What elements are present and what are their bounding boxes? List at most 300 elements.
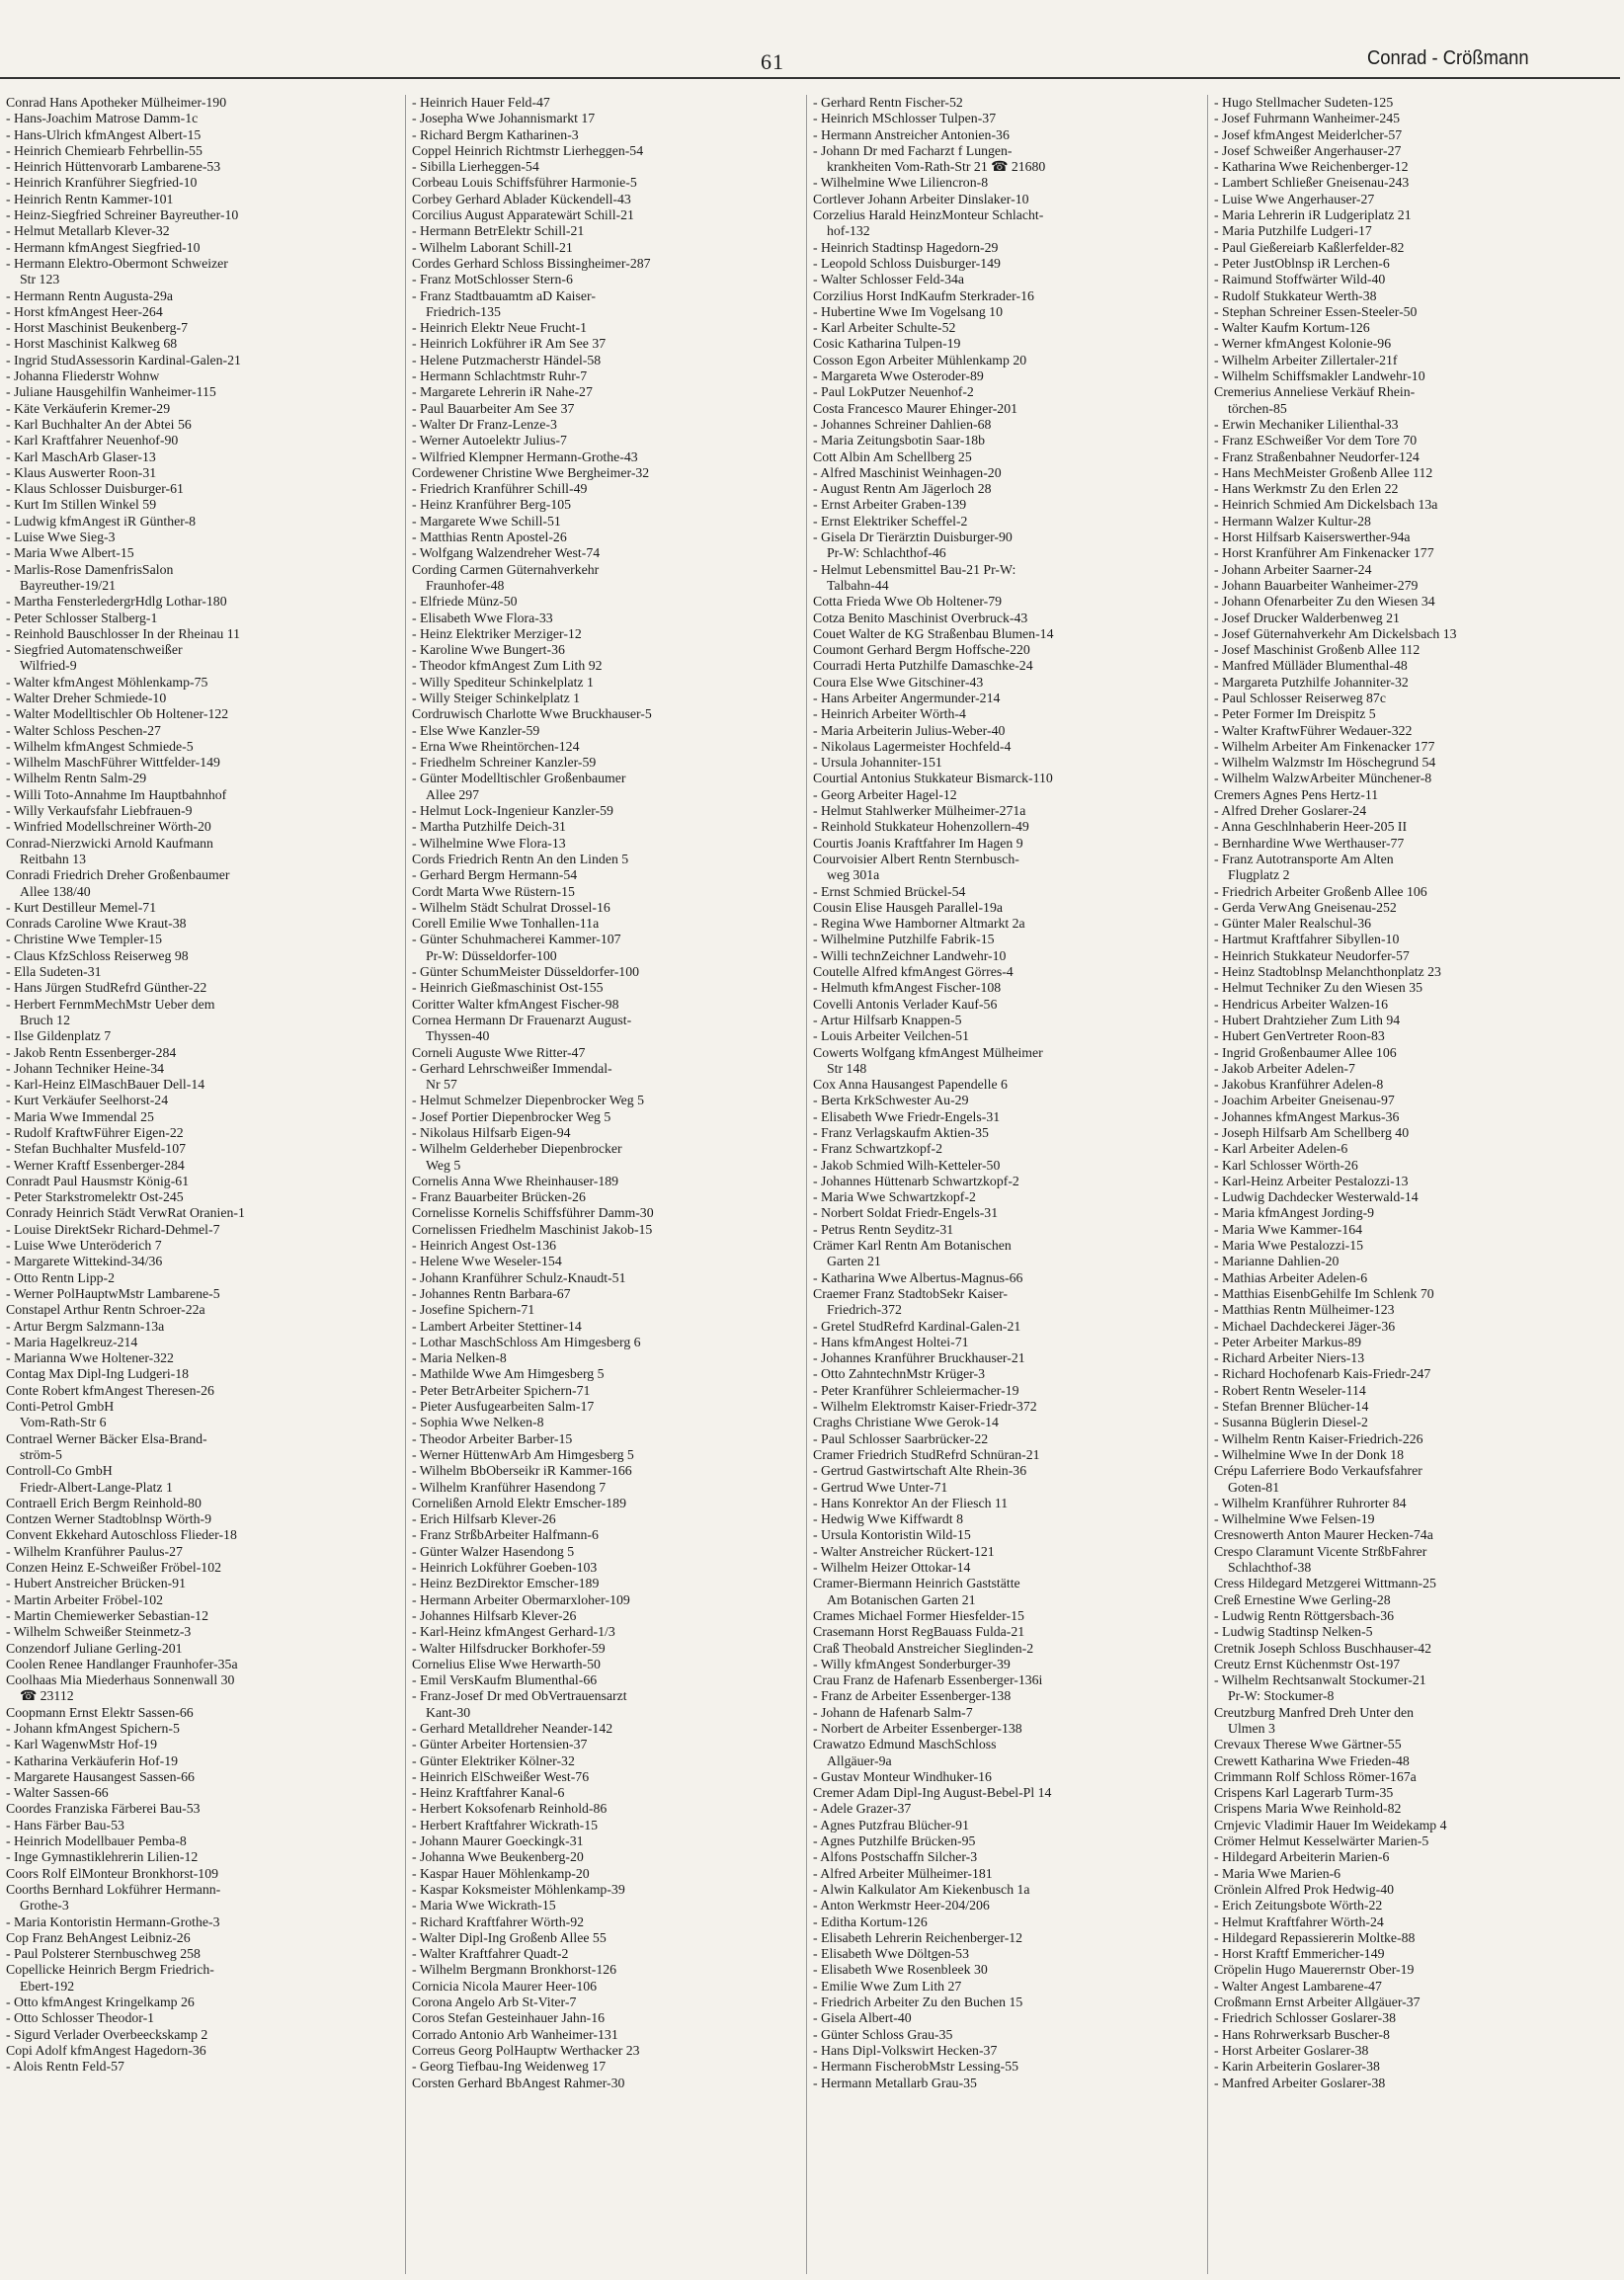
directory-entry: - Ilse Gildenplatz 7 xyxy=(6,1028,112,1044)
directory-entry: - Herbert Koksofenarb Reinhold-86 xyxy=(412,1801,608,1817)
directory-entry: - Luise Wwe Sieg-3 xyxy=(6,529,116,545)
directory-entry: Crépu Laferriere Bodo Verkaufsfahrer xyxy=(1214,1463,1422,1479)
directory-entry: - Günter Walzer Hasendong 5 xyxy=(412,1543,575,1559)
directory-entry-continuation: ☎ 23112 xyxy=(20,1688,74,1704)
directory-entry: - Erwin Mechaniker Lilienthal-33 xyxy=(1214,416,1399,432)
directory-entry: - Maria Wwe Schwartzkopf-2 xyxy=(813,1189,976,1205)
directory-entry: - Horst Maschinist Beukenberg-7 xyxy=(6,320,189,336)
directory-entry: - Norbert Soldat Friedr-Engels-31 xyxy=(813,1205,999,1221)
directory-entry: - Katharina Wwe Albertus-Magnus-66 xyxy=(813,1269,1023,1285)
directory-entry: - Maria Wwe Marien-6 xyxy=(1214,1865,1341,1881)
directory-entry: - Heinrich Lokführer iR Am See 37 xyxy=(412,336,607,352)
directory-entry: - Erich Zeitungsbote Wörth-22 xyxy=(1214,1898,1383,1914)
directory-entry: - Winfried Modellschreiner Wörth-20 xyxy=(6,819,211,835)
directory-entry: Conrads Caroline Wwe Kraut-38 xyxy=(6,916,187,932)
directory-entry: - Heinz-Siegfried Schreiner Bayreuther-10 xyxy=(6,207,239,223)
directory-entry: - Bernhardine Wwe Werthauser-77 xyxy=(1214,835,1405,851)
directory-entry: - Heinz Elektriker Merziger-12 xyxy=(412,625,582,641)
directory-entry: - Maria Wwe Albert-15 xyxy=(6,545,134,561)
directory-entry: - Heinrich ElSchweißer West-76 xyxy=(412,1768,590,1784)
directory-entry: - Johannes Hüttenarb Schwartzkopf-2 xyxy=(813,1173,1019,1188)
directory-entry: - Margareta Wwe Osteroder-89 xyxy=(813,368,984,384)
directory-entry: - Richard Bergm Katharinen-3 xyxy=(412,126,579,142)
directory-entry: - Ingrid StudAssessorin Kardinal-Galen-21 xyxy=(6,352,241,367)
directory-entry: - Martin Chemiewerker Sebastian-12 xyxy=(6,1607,208,1623)
directory-entry: Contrael Werner Bäcker Elsa-Brand- xyxy=(6,1430,207,1446)
directory-entry: - Heinz Kranführer Berg-105 xyxy=(412,497,572,513)
directory-entry: - Wilhelm MaschFührer Wittfelder-149 xyxy=(6,755,220,771)
directory-entry: - Michael Dachdeckerei Jäger-36 xyxy=(1214,1318,1396,1334)
directory-entry: - Karl-Heinz Arbeiter Pestalozzi-13 xyxy=(1214,1173,1409,1188)
directory-entry: - Agnes Putzhilfe Brücken-95 xyxy=(813,1833,976,1849)
directory-entry-continuation: weg 301a xyxy=(827,867,880,883)
directory-entry: - Karin Arbeiterin Goslarer-38 xyxy=(1214,2059,1380,2075)
directory-entry: - Hermann Anstreicher Antonien-36 xyxy=(813,126,1010,142)
directory-entry-continuation: Bruch 12 xyxy=(20,1012,70,1027)
directory-entry: - Regina Wwe Hamborner Altmarkt 2a xyxy=(813,916,1025,932)
directory-entry: - Otto Rentn Lipp-2 xyxy=(6,1269,115,1285)
directory-entry: - Paul Bauarbeiter Am See 37 xyxy=(412,400,575,416)
directory-entry: - Johann Ofenarbeiter Zu den Wiesen 34 xyxy=(1214,594,1435,610)
directory-entry: - Margarete Hausangest Sassen-66 xyxy=(6,1768,195,1784)
directory-entry: - Horst Hilfsarb Kaiserswerther-94a xyxy=(1214,529,1411,545)
directory-entry: - Wilhelm Schiffsmakler Landwehr-10 xyxy=(1214,368,1425,384)
directory-entry: - Ella Sudeten-31 xyxy=(6,964,102,980)
directory-entry-continuation: Thyssen-40 xyxy=(426,1028,490,1044)
directory-entry: - Franz Straßenbahner Neudorfer-124 xyxy=(1214,448,1420,464)
directory-entry: - Franz MotSchlosser Stern-6 xyxy=(412,272,573,287)
directory-entry: - Peter Kranführer Schleiermacher-19 xyxy=(813,1382,1019,1398)
directory-entry-continuation: Wilfried-9 xyxy=(20,658,77,674)
directory-entry-continuation: Friedrich-135 xyxy=(426,303,501,319)
directory-entry: - Walter KraftwFührer Wedauer-322 xyxy=(1214,722,1413,738)
directory-entry: - Georg Arbeiter Hagel-12 xyxy=(813,786,957,802)
directory-entry: - Lambert Schließer Gneisenau-243 xyxy=(1214,175,1410,191)
directory-entry: - Ludwig Dachdecker Westerwald-14 xyxy=(1214,1189,1419,1205)
directory-entry: - Ernst Elektriker Scheffel-2 xyxy=(813,513,968,529)
directory-entry: - Heinrich Angest Ost-136 xyxy=(412,1238,556,1254)
directory-entry: - Werner PolHauptwMstr Lambarene-5 xyxy=(6,1285,220,1301)
directory-entry: - Horst Kranführer Am Finkenacker 177 xyxy=(1214,545,1434,561)
directory-entry: - Hans-Ulrich kfmAngest Albert-15 xyxy=(6,126,202,142)
directory-entry: - Walter Kaufm Kortum-126 xyxy=(1214,320,1370,336)
directory-entry: - Erna Wwe Rheintörchen-124 xyxy=(412,738,580,754)
directory-entry: - Hans Konrektor An der Fliesch 11 xyxy=(813,1495,1009,1510)
directory-entry: - Walter Schloss Peschen-27 xyxy=(6,722,161,738)
directory-entry: - Berta KrkSchwester Au-29 xyxy=(813,1093,969,1108)
directory-entry: - Hermann Schlachtmstr Ruhr-7 xyxy=(412,368,588,384)
directory-entry: - Walter Schlosser Feld-34a xyxy=(813,272,965,287)
directory-entry-continuation: Garten 21 xyxy=(827,1254,881,1269)
directory-entry: - Heinrich Hüttenvorarb Lambarene-53 xyxy=(6,159,221,175)
directory-entry: - Peter Schlosser Stalberg-1 xyxy=(6,610,158,625)
directory-entry: - Ludwig Rentn Röttgersbach-36 xyxy=(1214,1607,1395,1623)
directory-entry: Cretnik Joseph Schloss Buschhauser-42 xyxy=(1214,1640,1432,1656)
directory-entry: - Hermann BetrElektr Schill-21 xyxy=(412,223,585,239)
directory-entry: - Joachim Arbeiter Gneisenau-97 xyxy=(1214,1093,1395,1108)
directory-entry: - Willy Verkaufsfahr Liebfrauen-9 xyxy=(6,803,193,819)
directory-entry: - Hermann Rentn Augusta-29a xyxy=(6,287,173,303)
directory-entry: - Matthias Rentn Apostel-26 xyxy=(412,529,567,545)
directory-entry: - Johann kfmAngest Spichern-5 xyxy=(6,1720,180,1736)
directory-entry: - Katharina Verkäuferin Hof-19 xyxy=(6,1752,179,1768)
directory-entry: Courradi Herta Putzhilfe Damaschke-24 xyxy=(813,658,1033,674)
directory-entry: Cotza Benito Maschinist Overbruck-43 xyxy=(813,610,1028,625)
directory-entry: Couet Walter de KG Straßenbau Blumen-14 xyxy=(813,625,1054,641)
directory-entry: - Walter Dipl-Ing Großenb Allee 55 xyxy=(412,1929,607,1945)
directory-entry: Cordruwisch Charlotte Wwe Bruckhauser-5 xyxy=(412,706,652,722)
directory-entry: Cremerius Anneliese Verkäuf Rhein- xyxy=(1214,384,1416,400)
directory-entry: Corell Emilie Wwe Tonhallen-11a xyxy=(412,916,600,932)
directory-entry: - Karl Schlosser Wörth-26 xyxy=(1214,1157,1358,1173)
directory-entry: Courvoisier Albert Rentn Sternbusch- xyxy=(813,851,1019,866)
directory-entry: Conte Robert kfmAngest Theresen-26 xyxy=(6,1382,214,1398)
header-rule xyxy=(0,77,1620,79)
directory-entry: - Paul Schlosser Saarbrücker-22 xyxy=(813,1430,989,1446)
directory-entry: - Margarete Wittekind-34/36 xyxy=(6,1254,163,1269)
directory-entry: - Georg Tiefbau-Ing Weidenweg 17 xyxy=(412,2059,607,2075)
directory-entry: - Wilhelm Bergmann Bronkhorst-126 xyxy=(412,1962,617,1978)
directory-entry: - Elisabeth Wwe Rosenbleek 30 xyxy=(813,1962,988,1978)
directory-entry-continuation: Str 123 xyxy=(20,272,60,287)
directory-entry: - Theodor kfmAngest Zum Lith 92 xyxy=(412,658,603,674)
directory-entry: - Hartmut Kraftfahrer Sibyllen-10 xyxy=(1214,932,1400,947)
directory-entry-continuation: Kant-30 xyxy=(426,1704,471,1720)
directory-entry: - Helmut Kraftfahrer Wörth-24 xyxy=(1214,1914,1384,1929)
directory-entry: - Josepha Wwe Johannismarkt 17 xyxy=(412,111,596,126)
directory-entry: - Peter JustOblnsp iR Lerchen-6 xyxy=(1214,255,1390,271)
directory-entry: Coopmann Ernst Elektr Sassen-66 xyxy=(6,1704,194,1720)
directory-entry: - Maria Nelken-8 xyxy=(412,1350,507,1366)
directory-entry: - Hans Werkmstr Zu den Erlen 22 xyxy=(1214,481,1399,497)
directory-entry: - Werner HüttenwArb Am Himgesberg 5 xyxy=(412,1446,634,1462)
directory-column-1 xyxy=(0,95,399,2274)
directory-entry: Cortlever Johann Arbeiter Dinslaker-10 xyxy=(813,191,1029,206)
directory-entry: Cotta Frieda Wwe Ob Holtener-79 xyxy=(813,594,1003,610)
directory-entry: - Josef Maschinist Großenb Allee 112 xyxy=(1214,642,1421,658)
directory-entry: Cramer-Biermann Heinrich Gaststätte xyxy=(813,1576,1020,1591)
directory-entry: - Hermann Arbeiter Obermarxloher-109 xyxy=(412,1591,630,1607)
directory-entry: - Heinz Stadtoblnsp Melanchthonplatz 23 xyxy=(1214,964,1441,980)
directory-entry: - August Rentn Am Jägerloch 28 xyxy=(813,481,992,497)
directory-entry: - Otto kfmAngest Kringelkamp 26 xyxy=(6,1995,195,2010)
directory-entry: - Erich Hilfsarb Klever-26 xyxy=(412,1511,556,1527)
directory-entry: - Klaus Schlosser Duisburger-61 xyxy=(6,481,184,497)
directory-entry: Corneli Auguste Wwe Ritter-47 xyxy=(412,1044,586,1060)
directory-entry: - Willy kfmAngest Sonderburger-39 xyxy=(813,1656,1011,1671)
directory-entry: - Heinrich Elektr Neue Frucht-1 xyxy=(412,320,587,336)
directory-entry: - Manfred Arbeiter Goslarer-38 xyxy=(1214,2075,1386,2090)
directory-entry: - Alfred Arbeiter Mülheimer-181 xyxy=(813,1865,993,1881)
directory-entry: Conrad Hans Apotheker Mülheimer-190 xyxy=(6,95,227,110)
directory-entry: - Johann Kranführer Schulz-Knaudt-51 xyxy=(412,1269,626,1285)
directory-entry: - Wolfgang Walzendreher West-74 xyxy=(412,545,601,561)
directory-entry: - Elfriede Münz-50 xyxy=(412,594,518,610)
directory-entry: - Hermann Metallarb Grau-35 xyxy=(813,2075,977,2090)
directory-entry: Cremer Adam Dipl-Ing August-Bebel-Pl 14 xyxy=(813,1785,1052,1801)
directory-entry: - Margareta Putzhilfe Johanniter-32 xyxy=(1214,674,1409,690)
directory-entry: - Heinrich Kranführer Siegfried-10 xyxy=(6,175,198,191)
directory-entry: - Ludwig kfmAngest iR Günther-8 xyxy=(6,513,197,529)
directory-entry: - Reinhold Stukkateur Hohenzollern-49 xyxy=(813,819,1029,835)
directory-entry: - Johanna Fliederstr Wohnw xyxy=(6,368,160,384)
directory-entry: Corona Angelo Arb St-Viter-7 xyxy=(412,1995,577,2010)
directory-entry: - Friedrich Schlosser Goslarer-38 xyxy=(1214,2010,1397,2026)
directory-entry: - Elisabeth Wwe Döltgen-53 xyxy=(813,1946,969,1962)
directory-entry: - Martin Arbeiter Fröbel-102 xyxy=(6,1591,164,1607)
directory-entry-continuation: Fraunhofer-48 xyxy=(426,577,505,593)
directory-entry: - Helene Wwe Weseler-154 xyxy=(412,1254,562,1269)
directory-entry: - Maria Wwe Wickrath-15 xyxy=(412,1898,556,1914)
directory-entry: - Johann Techniker Heine-34 xyxy=(6,1060,165,1076)
directory-entry: - Willi Toto-Annahme Im Hauptbahnhof xyxy=(6,786,227,802)
directory-entry: Cremers Agnes Pens Hertz-11 xyxy=(1214,786,1379,802)
directory-entry: Copellicke Heinrich Bergm Friedrich- xyxy=(6,1962,214,1978)
directory-entry: - Anna Geschlnhaberin Heer-205 II xyxy=(1214,819,1408,835)
directory-entry-continuation: Flugplatz 2 xyxy=(1228,867,1290,883)
directory-entry: - Günter Schuhmacherei Kammer-107 xyxy=(412,932,621,947)
directory-entry-continuation: Am Botanischen Garten 21 xyxy=(827,1591,976,1607)
directory-entry: - Anton Werkmstr Heer-204/206 xyxy=(813,1898,990,1914)
directory-entry: - Gerhard Lehrschweißer Immendal- xyxy=(412,1060,612,1076)
directory-entry: - Friedrich Kranführer Schill-49 xyxy=(412,481,588,497)
directory-entry-continuation: Pr-W: Schlachthof-46 xyxy=(827,545,946,561)
directory-entry: - Franz Autotransporte Am Alten xyxy=(1214,851,1394,866)
directory-entry: - Kurt Im Stillen Winkel 59 xyxy=(6,497,157,513)
directory-entry: - Richard Kraftfahrer Wörth-92 xyxy=(412,1914,585,1929)
directory-entry: - Jakob Rentn Essenberger-284 xyxy=(6,1044,177,1060)
directory-entry: - Alois Rentn Feld-57 xyxy=(6,2059,124,2075)
directory-entry: - Wilhelm Arbeiter Am Finkenacker 177 xyxy=(1214,738,1435,754)
directory-entry: - Heinrich Gießmaschinist Ost-155 xyxy=(412,980,604,996)
directory-entry: Coolhaas Mia Miederhaus Sonnenwall 30 xyxy=(6,1672,235,1688)
directory-entry: - Sophia Wwe Nelken-8 xyxy=(412,1415,544,1430)
directory-entry: - Josef Fuhrmann Wanheimer-245 xyxy=(1214,111,1401,126)
directory-entry: - Horst Maschinist Kalkweg 68 xyxy=(6,336,178,352)
directory-entry: Cordewener Christine Wwe Bergheimer-32 xyxy=(412,464,650,480)
directory-entry: - Luise Wwe Angerhauser-27 xyxy=(1214,191,1375,206)
directory-entry: - Rudolf KraftwFührer Eigen-22 xyxy=(6,1125,184,1140)
directory-column-2 xyxy=(405,95,800,2274)
directory-entry: - Karl Kraftfahrer Neuenhof-90 xyxy=(6,433,179,448)
directory-entry: - Heinz Kraftfahrer Kanal-6 xyxy=(412,1785,565,1801)
directory-entry: Corcilius August Apparatewärt Schill-21 xyxy=(412,207,634,223)
directory-entry: Coritter Walter kfmAngest Fischer-98 xyxy=(412,996,619,1012)
directory-entry: Craß Theobald Anstreicher Sieglinden-2 xyxy=(813,1640,1034,1656)
directory-entry: - Johannes kfmAngest Markus-36 xyxy=(1214,1108,1400,1124)
directory-entry: - Jakobus Kranführer Adelen-8 xyxy=(1214,1077,1384,1093)
directory-entry: Contraell Erich Bergm Reinhold-80 xyxy=(6,1495,202,1510)
directory-entry: - Hubert Anstreicher Brücken-91 xyxy=(6,1576,186,1591)
directory-entry: - Walter Kraftfahrer Quadt-2 xyxy=(412,1946,569,1962)
directory-entry: - Alfred Dreher Goslarer-24 xyxy=(1214,803,1367,819)
directory-entry: Craghs Christiane Wwe Gerok-14 xyxy=(813,1415,999,1430)
directory-entry: Coutelle Alfred kfmAngest Görres-4 xyxy=(813,964,1014,980)
directory-entry: - Susanna Büglerin Diesel-2 xyxy=(1214,1415,1368,1430)
directory-column-3 xyxy=(806,95,1201,2274)
directory-entry: - Mathias Arbeiter Adelen-6 xyxy=(1214,1269,1368,1285)
directory-entry: Crispens Maria Wwe Reinhold-82 xyxy=(1214,1801,1402,1817)
directory-entry: Cornelisse Kornelis Schiffsführer Damm-30 xyxy=(412,1205,654,1221)
directory-entry: - Klaus Auswerter Roon-31 xyxy=(6,464,157,480)
directory-entry: - Martha FensterledergrHdlg Lothar-180 xyxy=(6,594,227,610)
directory-entry: - Johannes Hilfsarb Klever-26 xyxy=(412,1607,577,1623)
directory-entry: Craemer Franz StadtobSekr Kaiser- xyxy=(813,1285,1009,1301)
directory-entry: - Willy Steiger Schinkelplatz 1 xyxy=(412,690,581,705)
directory-entry-continuation: Allee 138/40 xyxy=(20,883,91,899)
directory-entry: - Heinrich Stadtinsp Hagedorn-29 xyxy=(813,239,999,255)
directory-entry: - Theodor Arbeiter Barber-15 xyxy=(412,1430,573,1446)
directory-entry: - Wilhelm Kranführer Ruhrorter 84 xyxy=(1214,1495,1407,1510)
directory-entry: Cramer Friedrich StudRefrd Schnüran-21 xyxy=(813,1446,1040,1462)
directory-entry: - Paul Schlosser Reiserweg 87c xyxy=(1214,690,1386,705)
directory-entry: Cresnowerth Anton Maurer Hecken-74a xyxy=(1214,1527,1433,1543)
directory-entry: - Franz ESchweißer Vor dem Tore 70 xyxy=(1214,433,1418,448)
directory-entry: - Horst Kraftf Emmericher-149 xyxy=(1214,1946,1385,1962)
directory-entry: Costa Francesco Maurer Ehinger-201 xyxy=(813,400,1017,416)
directory-entry: Coumont Gerhard Bergm Hoffsche-220 xyxy=(813,642,1030,658)
directory-entry: Corzelius Harald HeinzMonteur Schlacht- xyxy=(813,207,1044,223)
directory-entry: - Josef kfmAngest Meiderlcher-57 xyxy=(1214,126,1403,142)
directory-entry: Coppel Heinrich Richtmstr Lierheggen-54 xyxy=(412,142,644,158)
directory-entry: - Matthias EisenbGehilfe Im Schlenk 70 xyxy=(1214,1285,1434,1301)
directory-entry: - Louis Arbeiter Veilchen-51 xyxy=(813,1028,969,1044)
directory-entry: - Katharina Wwe Reichenberger-12 xyxy=(1214,159,1409,175)
directory-entry: - Gerhard Bergm Hermann-54 xyxy=(412,867,578,883)
directory-entry: - Helmut Lebensmittel Bau-21 Pr-W: xyxy=(813,561,1016,577)
directory-entry: - Friedrich Arbeiter Zu den Buchen 15 xyxy=(813,1995,1023,2010)
directory-entry: - Stefan Brenner Blücher-14 xyxy=(1214,1399,1369,1415)
directory-columns xyxy=(0,95,1620,2274)
directory-entry: Coorths Bernhard Lokführer Hermann- xyxy=(6,1881,221,1897)
directory-entry: - Peter Starkstromelektr Ost-245 xyxy=(6,1189,184,1205)
directory-entry: - Ernst Arbeiter Graben-139 xyxy=(813,497,967,513)
directory-entry: - Martha Putzhilfe Deich-31 xyxy=(412,819,566,835)
directory-entry: - Hans Färber Bau-53 xyxy=(6,1817,124,1832)
directory-entry: - Hugo Stellmacher Sudeten-125 xyxy=(1214,95,1394,110)
directory-entry: - Wilhelm Rechtsanwalt Stockumer-21 xyxy=(1214,1672,1426,1688)
directory-entry: - Ursula Kontoristin Wild-15 xyxy=(813,1527,971,1543)
directory-entry: Contag Max Dipl-Ing Ludgeri-18 xyxy=(6,1366,190,1382)
directory-entry: - Heinrich Hauer Feld-47 xyxy=(412,95,550,110)
directory-entry: - Willi technZeichner Landwehr-10 xyxy=(813,947,1007,963)
directory-entry: Coolen Renee Handlanger Fraunhofer-35a xyxy=(6,1656,238,1671)
directory-entry: - Artur Hilfsarb Knappen-5 xyxy=(813,1012,962,1027)
directory-entry: Cop Franz BehAngest Leibniz-26 xyxy=(6,1929,191,1945)
directory-entry: - Ursula Johanniter-151 xyxy=(813,755,942,771)
directory-entry: Courtis Joanis Kraftfahrer Im Hagen 9 xyxy=(813,835,1023,851)
directory-entry: - Ingrid Großenbaumer Allee 106 xyxy=(1214,1044,1397,1060)
directory-entry: - Willy Spediteur Schinkelplatz 1 xyxy=(412,674,594,690)
directory-entry: - Hendricus Arbeiter Walzen-16 xyxy=(1214,996,1389,1012)
directory-entry: - Gertrud Wwe Unter-71 xyxy=(813,1479,948,1495)
directory-entry: - Karl Buchhalter An der Abtei 56 xyxy=(6,416,192,432)
directory-entry: - Heinrich Schmied Am Dickelsbach 13a xyxy=(1214,497,1438,513)
directory-entry: - Kurt Destilleur Memel-71 xyxy=(6,899,157,915)
directory-entry-continuation: Ulmen 3 xyxy=(1228,1720,1275,1736)
directory-entry: - Gretel StudRefrd Kardinal-Galen-21 xyxy=(813,1318,1021,1334)
directory-entry: - Walter Dreher Schmiede-10 xyxy=(6,690,167,705)
directory-entry: Cröpelin Hugo Mauerernstr Ober-19 xyxy=(1214,1962,1415,1978)
directory-entry-continuation: Pr-W: Düsseldorfer-100 xyxy=(426,947,557,963)
directory-entry: - Heinrich Chemiearb Fehrbellin-55 xyxy=(6,142,203,158)
directory-entry: - Franz de Arbeiter Essenberger-138 xyxy=(813,1688,1012,1704)
directory-entry: - Günter Maler Realschul-36 xyxy=(1214,916,1371,932)
directory-entry: - Helmut Techniker Zu den Wiesen 35 xyxy=(1214,980,1422,996)
directory-entry: - Alfred Maschinist Weinhagen-20 xyxy=(813,464,1002,480)
directory-entry: - Sigurd Verlader Overbeeckskamp 2 xyxy=(6,2026,208,2042)
directory-entry: - Else Wwe Kanzler-59 xyxy=(412,722,540,738)
directory-entry: Crönlein Alfred Prok Hedwig-40 xyxy=(1214,1881,1395,1897)
directory-entry: - Marlis-Rose DamenfrisSalon xyxy=(6,561,174,577)
directory-entry-continuation: Nr 57 xyxy=(426,1077,457,1093)
directory-entry: - Heinrich MSchlosser Tulpen-37 xyxy=(813,111,997,126)
directory-entry: Crewett Katharina Wwe Frieden-48 xyxy=(1214,1752,1410,1768)
directory-entry: - Gisela Albert-40 xyxy=(813,2010,912,2026)
directory-entry: - Margarete Wwe Schill-51 xyxy=(412,513,561,529)
directory-entry: - Heinrich Rentn Kammer-101 xyxy=(6,191,174,206)
directory-entry: Copi Adolf kfmAngest Hagedorn-36 xyxy=(6,2042,206,2058)
directory-entry: - Karl-Heinz kfmAngest Gerhard-1/3 xyxy=(412,1624,615,1640)
directory-entry: - Heinrich Lokführer Goeben-103 xyxy=(412,1560,598,1576)
directory-entry: - Franz Schwartzkopf-2 xyxy=(813,1141,943,1157)
directory-entry: - Helmut Stahlwerker Mülheimer-271a xyxy=(813,803,1026,819)
directory-entry-continuation: Talbahn-44 xyxy=(827,577,889,593)
directory-entry: - Ernst Schmied Brückel-54 xyxy=(813,883,966,899)
directory-entry: - Helene Putzmacherstr Händel-58 xyxy=(412,352,602,367)
directory-entry: - Raimund Stoffwärter Wild-40 xyxy=(1214,272,1386,287)
directory-entry: - Maria Wwe Kammer-164 xyxy=(1214,1221,1363,1237)
directory-entry: Crevaux Therese Wwe Gärtner-55 xyxy=(1214,1737,1402,1752)
directory-entry: - Friedhelm Schreiner Kanzler-59 xyxy=(412,755,597,771)
directory-entry: Conrady Heinrich Städt VerwRat Oranien-1 xyxy=(6,1205,245,1221)
directory-entry: - Gertrud Gastwirtschaft Alte Rhein-36 xyxy=(813,1463,1027,1479)
directory-entry: Crawatzo Edmund MaschSchloss xyxy=(813,1737,997,1752)
directory-entry: - Hermann Elektro-Obermont Schweizer xyxy=(6,255,228,271)
directory-entry: - Franz Verlagskaufm Aktien-35 xyxy=(813,1125,989,1140)
directory-entry: - Friedrich Arbeiter Großenb Allee 106 xyxy=(1214,883,1427,899)
directory-entry: - Editha Kortum-126 xyxy=(813,1914,928,1929)
directory-entry: - Horst kfmAngest Heer-264 xyxy=(6,303,163,319)
directory-entry: - Karl Arbeiter Schulte-52 xyxy=(813,320,956,336)
directory-entry: - Gisela Dr Tierärztin Duisburger-90 xyxy=(813,529,1013,545)
directory-entry: - Wilfried Klempner Hermann-Grothe-43 xyxy=(412,448,638,464)
directory-entry: - Peter Arbeiter Markus-89 xyxy=(1214,1334,1362,1349)
directory-entry: - Christine Wwe Templer-15 xyxy=(6,932,163,947)
directory-entry: - Claus KfzSchloss Reiserweg 98 xyxy=(6,947,189,963)
directory-entry: Constapel Arthur Rentn Schroer-22a xyxy=(6,1302,205,1318)
directory-entry: Crispens Karl Lagerarb Turm-35 xyxy=(1214,1785,1394,1801)
directory-entry: - Maria Zeitungsbotin Saar-18b xyxy=(813,433,986,448)
directory-entry: Cornelius Elise Wwe Herwarth-50 xyxy=(412,1656,601,1671)
directory-entry: - Manfred Mülläder Blumenthal-48 xyxy=(1214,658,1408,674)
directory-entry: Coordes Franziska Färberei Bau-53 xyxy=(6,1801,201,1817)
directory-entry: - Wilhelm Arbeiter Zillertaler-21f xyxy=(1214,352,1398,367)
directory-entry: - Hildegard Repassiererin Moltke-88 xyxy=(1214,1929,1416,1945)
directory-entry-continuation: Ebert-192 xyxy=(20,1978,75,1994)
directory-entry: - Hans MechMeister Großenb Allee 112 xyxy=(1214,464,1433,480)
directory-entry: - Gerhard Rentn Fischer-52 xyxy=(813,95,963,110)
directory-entry: - Heinrich Arbeiter Wörth-4 xyxy=(813,706,966,722)
directory-entry: - Marianne Dahlien-20 xyxy=(1214,1254,1340,1269)
directory-entry: - Maria Wwe Pestalozzi-15 xyxy=(1214,1238,1364,1254)
directory-entry: - Wilhelm BbOberseikr iR Kammer-166 xyxy=(412,1463,632,1479)
directory-entry: - Wilhelm Walzmstr Im Höschegrund 54 xyxy=(1214,755,1436,771)
directory-entry: - Heinrich Modellbauer Pemba-8 xyxy=(6,1833,187,1849)
directory-entry: - Emilie Wwe Zum Lith 27 xyxy=(813,1978,962,1994)
directory-entry-continuation: Str 148 xyxy=(827,1060,867,1076)
directory-entry: - Wilhelmine Wwe Liliencron-8 xyxy=(813,175,989,191)
